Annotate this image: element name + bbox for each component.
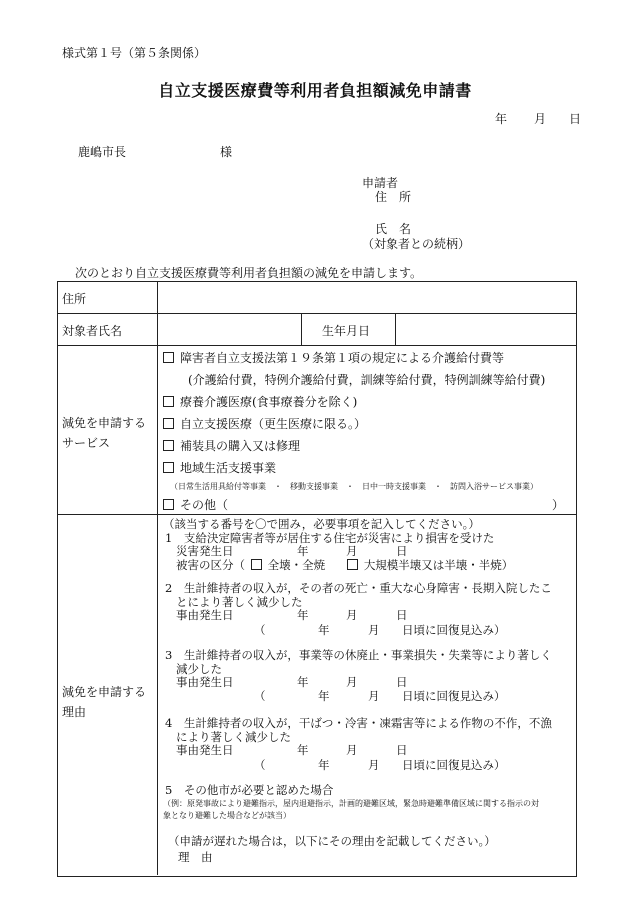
- reason-instruction: （該当する番号を〇で囲み，必要事項を記入してください。）: [163, 517, 480, 531]
- reason-3-recover: 日頃に回復見込み）: [402, 689, 506, 703]
- checkbox-icon: [163, 418, 174, 429]
- service-item-label: 療養介護医療(食事療養分を除く): [180, 395, 358, 409]
- service-other-close: ）: [552, 498, 565, 512]
- reason-3-text[interactable]: 3 生計維持者の収入が，事業等の休廃止・事業損失・失業等により著しく: [165, 648, 552, 662]
- column-divider: [301, 313, 302, 345]
- intro-text: 次のとおり自立支援医療費等利用者負担額の減免を申請します。: [75, 266, 423, 280]
- row-divider: [57, 313, 577, 314]
- open-paren: （: [254, 689, 266, 703]
- checkbox-icon: [163, 462, 174, 473]
- service-item-label: 自立支援医療（更生医療に限る。）: [180, 417, 367, 431]
- open-paren: （: [254, 758, 266, 772]
- service-checkbox-chiiki[interactable]: [163, 459, 276, 476]
- date-year: 年: [495, 112, 508, 126]
- damage-label: 被害の区分（: [176, 558, 245, 572]
- column-divider: [157, 281, 158, 875]
- page-title: 自立支援医療費等利用者負担額減免申請書: [158, 81, 472, 100]
- service-item-label: 障害者自立支援法第１９条第１項の規定による介護給付費等: [180, 351, 505, 365]
- unit-year: 年: [318, 689, 330, 703]
- service-checkbox-other[interactable]: [163, 496, 228, 513]
- reason-4-text-2: により著しく減少した: [176, 730, 291, 744]
- reason-2-text-2: とにより著しく減少した: [176, 595, 303, 609]
- checkbox-icon: [163, 352, 174, 363]
- service-kaigo-detail: (介護給付費，特例介護給付費，訓練等給付費，特例訓練等給付費): [188, 373, 546, 387]
- unit-year: 年: [297, 743, 309, 757]
- unit-day: 日: [396, 675, 408, 689]
- service-checkbox-ryoyo[interactable]: [163, 393, 357, 410]
- reason-3-text-2: 減少した: [176, 662, 222, 676]
- open-paren: （: [254, 623, 266, 637]
- form-number: 様式第１号（第５条関係）: [62, 46, 207, 60]
- service-item-label: 補装具の購入又は修理: [180, 439, 301, 453]
- unit-day: 日: [396, 608, 408, 622]
- unit-year: 年: [297, 544, 309, 558]
- reason-4-text[interactable]: 4 生計維持者の収入が，干ばつ・冷害・凍霜害等による作物の不作，不漁: [165, 716, 552, 730]
- late-reason-label: 理 由: [178, 850, 213, 864]
- service-checkbox-jiritsu[interactable]: [163, 415, 366, 432]
- unit-month: 月: [368, 689, 380, 703]
- service-label: 減免を申請する: [62, 416, 147, 430]
- reason-4-recover: 日頃に回復見込み）: [402, 758, 506, 772]
- reason-label-2: 理由: [62, 705, 87, 719]
- service-checkbox-hosogu[interactable]: [163, 437, 300, 454]
- reason-5-text[interactable]: 5 その他市が必要と認めた場合: [165, 783, 334, 797]
- address-field[interactable]: [160, 284, 572, 311]
- unit-month: 月: [346, 675, 358, 689]
- checkbox-icon: [163, 499, 174, 510]
- reason-2-text[interactable]: 2 生計維持者の収入が，その者の死亡・重大な心身障害・長期入院したこ: [165, 581, 552, 595]
- applicant-relation-label: （対象者との続柄）: [362, 237, 471, 251]
- reason-1-text[interactable]: 1 支給決定障害者等が居住する住宅が災害により損害を受けた: [165, 531, 495, 545]
- date-day: 日: [569, 112, 582, 126]
- damage-checkbox-hankai[interactable]: [347, 559, 358, 570]
- unit-month: 月: [346, 608, 358, 622]
- reason-5-note: （例：原発事故により避難指示，屋内退避指示，計画的避難区域，緊急時避難準備区域に関する指示の対: [163, 799, 539, 808]
- damage-option-2: 大規模半壊又は半壊・半焼）: [363, 558, 514, 572]
- unit-month: 月: [346, 544, 358, 558]
- unit-year: 年: [297, 675, 309, 689]
- reason-1-date-label: 災害発生日: [176, 544, 234, 558]
- reason-5-note-2: 象となり避難した場合などが該当）: [163, 811, 291, 820]
- service-label-2: サービス: [62, 436, 111, 450]
- reason-2-date-label: 事由発生日: [176, 608, 234, 622]
- service-checkbox-kaigo[interactable]: [163, 349, 504, 366]
- unit-year: 年: [297, 608, 309, 622]
- service-chiiki-detail: （日常生活用具給付等事業 ・ 移動支援事業 ・ 日中一時支援事業 ・ 訪問入浴サービス事業）: [170, 482, 538, 491]
- column-divider: [395, 313, 396, 345]
- unit-day: 日: [396, 544, 408, 558]
- address-label: 住所: [62, 292, 87, 306]
- checkbox-icon: [163, 396, 174, 407]
- unit-year: 年: [318, 623, 330, 637]
- birthdate-field[interactable]: [398, 316, 572, 343]
- reason-label: 減免を申請する: [62, 685, 147, 699]
- reason-3-date-label: 事由発生日: [176, 675, 234, 689]
- unit-year: 年: [318, 758, 330, 772]
- applicant-name-label: 氏 名: [375, 222, 412, 236]
- row-divider: [57, 345, 577, 346]
- service-item-label: 地域生活支援事業: [180, 461, 277, 475]
- reason-4-date-label: 事由発生日: [176, 743, 234, 757]
- late-application-note: （申請が遅れた場合は，以下にその理由を記載してください。）: [168, 834, 496, 848]
- checkbox-icon: [163, 440, 174, 451]
- reason-1-damage: [176, 557, 513, 573]
- service-item-label: その他（: [180, 498, 229, 512]
- applicant-label: 申請者: [362, 176, 399, 190]
- birthdate-label: 生年月日: [322, 324, 371, 338]
- unit-day: 日: [396, 743, 408, 757]
- applicant-address-label: 住 所: [375, 190, 412, 204]
- damage-checkbox-zenkai[interactable]: [251, 559, 262, 570]
- target-name-field[interactable]: [160, 316, 298, 343]
- reason-2-recover: 日頃に回復見込み）: [402, 623, 506, 637]
- damage-option-1: 全壊・全焼: [267, 558, 326, 572]
- addressee-name: 鹿嶋市長: [78, 145, 127, 159]
- row-divider: [57, 514, 577, 515]
- unit-month: 月: [368, 758, 380, 772]
- addressee-honorific: 様: [220, 145, 233, 159]
- unit-month: 月: [346, 743, 358, 757]
- target-name-label: 対象者氏名: [62, 324, 123, 338]
- date-month: 月: [534, 112, 547, 126]
- unit-month: 月: [368, 623, 380, 637]
- late-reason-field[interactable]: [220, 848, 570, 870]
